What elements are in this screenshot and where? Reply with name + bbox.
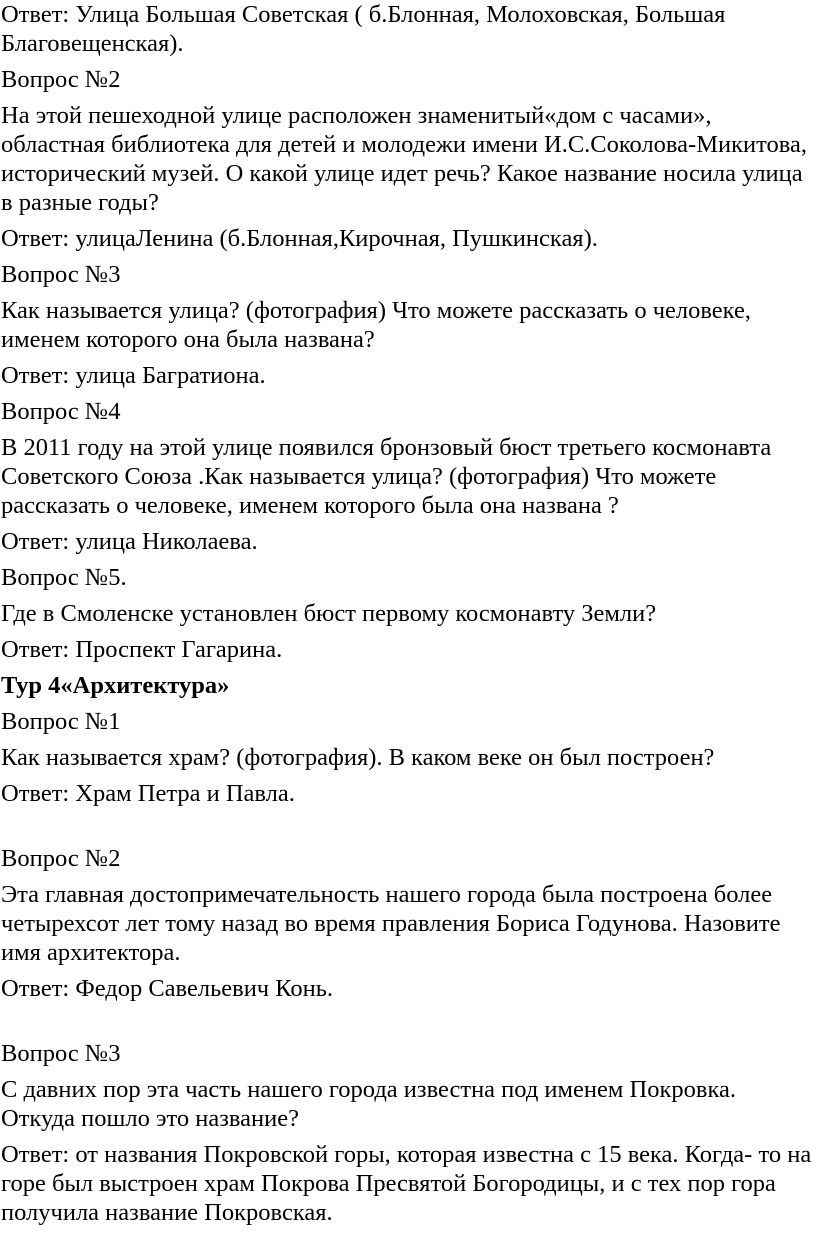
question-heading: Вопрос №3 <box>1 261 121 288</box>
question-text: Как называется храм? (фотография). В каком веке он был построен? <box>1 744 715 771</box>
answer-text: Ответ: от названия Покровской горы, которая известна с 15 века. Когда- то на горе был выстроен храм Покрова Пресвятой Богородицы, и с тех пор гора получила название Покровская. <box>1 1141 812 1226</box>
answer-text: Ответ: улицаЛенина (б.Блонная,Кирочная, Пушкинская). <box>1 225 598 252</box>
question-text: Как называется улица? (фотография) Что можете рассказать о человеке, именем которого она была названа? <box>1 297 751 353</box>
blank-line <box>1 815 813 844</box>
answer-text: Ответ: улица Николаева. <box>1 528 258 555</box>
question-text: Эта главная достопримечательность нашего города была построена более четырехсот лет тому назад во время правления Бориса Годунова. Назовите имя архитектора. <box>1 881 781 966</box>
question-heading: Вопрос №5. <box>1 564 127 591</box>
question-text: С давних пор эта часть нашего города известна под именем Покровка. Откуда пошло это название? <box>1 1076 736 1132</box>
question-heading: Вопрос №1 <box>1 708 121 735</box>
question-heading: Вопрос №4 <box>1 398 121 425</box>
answer-text: Ответ: Проспект Гагарина. <box>1 636 283 663</box>
answer-text: Ответ: улица Багратиона. <box>1 362 266 389</box>
question-heading: Вопрос №3 <box>1 1040 121 1067</box>
question-heading: Вопрос №2 <box>1 66 121 93</box>
answer-text: Ответ: Храм Петра и Павла. <box>1 780 295 807</box>
question-text: На этой пешеходной улице расположен знаменитый«дом с часами», областная библиотека для детей и молодежи имени И.С.Соколова-Микитова, исторический музей. О какой улице идет речь? Какое название носила улица в разные годы? <box>1 102 807 216</box>
question-heading: Вопрос №2 <box>1 845 121 872</box>
document-page <box>1 0 813 1234</box>
question-text: В 2011 году на этой улице появился бронзовый бюст третьего космонавта Советского Союза .Как называется улица? (фотография) Что можете рассказать о человеке, именем которого была она названа ? <box>1 434 772 519</box>
blank-line <box>1 1010 813 1039</box>
question-text: Где в Смоленске установлен бюст первому космонавту Земли? <box>1 600 657 627</box>
answer-text: Ответ: Федор Савельевич Конь. <box>1 975 334 1002</box>
section-heading: Тур 4«Архитектура» <box>1 672 230 699</box>
answer-text: Ответ: Улица Большая Советская ( б.Блонная, Молоховская, Большая Благовещенская). <box>1 1 726 57</box>
